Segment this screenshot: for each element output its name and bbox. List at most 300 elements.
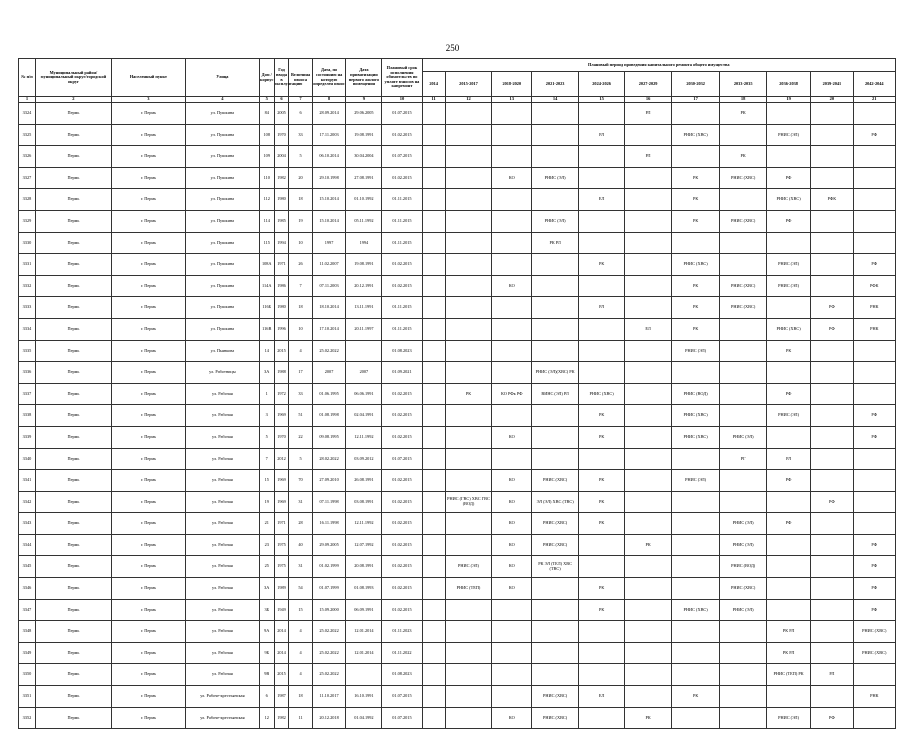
table-cell: 01.07.1999 <box>312 578 346 600</box>
table-cell: 01.11.2015 <box>382 189 422 211</box>
table-cell: РФ <box>811 297 853 319</box>
table-cell <box>625 621 671 643</box>
table-cell: 116В <box>259 318 274 340</box>
table-cell <box>492 189 532 211</box>
table-cell: Пермь <box>35 167 111 189</box>
table-cell: 2007 <box>312 362 346 384</box>
table-cell: г. Пермь <box>111 405 185 427</box>
table-cell <box>578 232 624 254</box>
table-cell: 109 <box>259 146 274 168</box>
table-cell: ул. Рабочая <box>185 642 259 664</box>
table-cell: РЛ <box>625 103 671 125</box>
table-cell <box>532 124 578 146</box>
table-cell: 20.08.1991 <box>346 556 382 578</box>
table-cell <box>671 362 720 384</box>
table-cell: г. Пермь <box>111 275 185 297</box>
table-cell: 2015 <box>274 664 289 686</box>
table-cell <box>532 254 578 276</box>
table-cell: 54 <box>289 578 312 600</box>
table-cell: РЛ <box>625 146 671 168</box>
table-row <box>19 297 896 319</box>
table-cell: 16.10.1991 <box>346 686 382 708</box>
table-cell: 3346 <box>19 578 36 600</box>
table-cell: Пермь <box>35 664 111 686</box>
table-cell: ул. Пушкина <box>185 318 259 340</box>
table-cell: РЛ <box>811 664 853 686</box>
table-cell: ул. Рабочая <box>185 448 259 470</box>
table-cell: 31 <box>289 491 312 513</box>
header-period: 2018-2020 <box>492 72 532 97</box>
table-cell: ул. Пушкина <box>185 124 259 146</box>
table-cell: 29.06.2005 <box>346 103 382 125</box>
table-cell: ул. Рабочая <box>185 513 259 535</box>
table-cell: РК <box>625 534 671 556</box>
header-col7: Величина износа <box>289 59 312 97</box>
table-cell <box>422 210 445 232</box>
table-cell <box>492 448 532 470</box>
table-cell: 19.08.1991 <box>346 124 382 146</box>
table-cell: 16.11.1998 <box>312 513 346 535</box>
table-row <box>19 470 896 492</box>
table-cell <box>853 146 895 168</box>
table-cell: 3324 <box>19 103 36 125</box>
table-cell <box>422 254 445 276</box>
table-cell: 27.08.1991 <box>346 167 382 189</box>
table-cell: г. Пермь <box>111 491 185 513</box>
table-cell <box>445 513 491 535</box>
table-cell: 9В <box>259 664 274 686</box>
table-cell: ул. Рабоче-крестьянская <box>185 707 259 729</box>
table-cell <box>445 448 491 470</box>
table-cell: г. Пермь <box>111 534 185 556</box>
table-cell: 6 <box>289 103 312 125</box>
table-cell: 01.02.2015 <box>382 254 422 276</box>
table-cell: 1982 <box>274 167 289 189</box>
table-cell: РК <box>578 405 624 427</box>
table-cell <box>445 210 491 232</box>
table-cell: РФК <box>853 275 895 297</box>
table-cell: 3338 <box>19 405 36 427</box>
table-cell <box>625 275 671 297</box>
header-period: 2042-2044 <box>853 72 895 97</box>
table-cell: 1949 <box>274 599 289 621</box>
table-cell: ул. Рабочая <box>185 621 259 643</box>
table-cell: 2007 <box>346 362 382 384</box>
table-cell <box>625 124 671 146</box>
column-number: 13 <box>492 97 532 103</box>
column-number: 11 <box>422 97 445 103</box>
table-cell: Пермь <box>35 405 111 427</box>
table-cell: 4 <box>289 642 312 664</box>
table-cell: РНИС (ХВС) <box>720 275 766 297</box>
table-cell <box>671 232 720 254</box>
table-cell: 3342 <box>19 491 36 513</box>
table-cell: 1989 <box>274 578 289 600</box>
table-cell: 07.11.1998 <box>312 491 346 513</box>
table-cell <box>811 383 853 405</box>
table-cell: ул. Пушкина <box>185 297 259 319</box>
table-row <box>19 232 896 254</box>
header-period: 2036-2038 <box>766 72 810 97</box>
table-cell <box>532 599 578 621</box>
table-cell: 3350 <box>19 664 36 686</box>
capital-repair-table <box>18 58 896 729</box>
table-cell: 13.11.1991 <box>346 297 382 319</box>
table-cell: 14 <box>259 340 274 362</box>
table-cell: 3328 <box>19 189 36 211</box>
table-cell: г. Пермь <box>111 470 185 492</box>
table-cell: РНИС (ЭЛ)(ХВС) РК <box>532 362 578 384</box>
table-cell: 01.06.1995 <box>312 383 346 405</box>
table-cell <box>720 621 766 643</box>
table-cell: 70 <box>289 470 312 492</box>
table-cell: 02.04.1991 <box>346 405 382 427</box>
column-number: 7 <box>289 97 312 103</box>
table-row <box>19 383 896 405</box>
table-cell: 03.08.1991 <box>346 491 382 513</box>
table-cell: 01.08.1998 <box>312 405 346 427</box>
table-cell: 28.02.2022 <box>312 448 346 470</box>
table-cell: 01.11.2022 <box>382 642 422 664</box>
table-cell: РНИС (ХВС) <box>720 167 766 189</box>
table-cell <box>445 146 491 168</box>
table-cell <box>811 621 853 643</box>
table-cell <box>720 189 766 211</box>
table-cell <box>766 556 810 578</box>
table-cell: Пермь <box>35 297 111 319</box>
table-cell: 12.01.2014 <box>346 621 382 643</box>
table-cell <box>422 599 445 621</box>
table-cell <box>671 621 720 643</box>
table-cell <box>578 167 624 189</box>
table-cell <box>811 426 853 448</box>
table-cell <box>811 448 853 470</box>
table-cell: РК <box>625 707 671 729</box>
table-cell <box>492 254 532 276</box>
table-cell: г. Пермь <box>111 210 185 232</box>
table-cell <box>625 448 671 470</box>
table-row <box>19 405 896 427</box>
table-cell <box>422 534 445 556</box>
table-cell <box>811 578 853 600</box>
table-cell: 3340 <box>19 448 36 470</box>
table-cell: 4 <box>289 664 312 686</box>
table-cell: 2012 <box>274 448 289 470</box>
table-row <box>19 513 896 535</box>
header-col3: Населенный пункт <box>111 59 185 97</box>
table-cell: г. Пермь <box>111 103 185 125</box>
table-cell: 15.10.2014 <box>312 210 346 232</box>
header-col10: Плановый срок исполнения обязательств по уплате взносов на капремонт <box>382 59 422 97</box>
table-cell: РФ <box>811 707 853 729</box>
table-cell <box>422 578 445 600</box>
table-cell <box>811 513 853 535</box>
table-cell: РНИС (ЭЛ) <box>532 210 578 232</box>
table-cell: 5 <box>289 448 312 470</box>
table-cell <box>445 167 491 189</box>
table-cell: 15.10.2014 <box>312 189 346 211</box>
table-cell <box>422 405 445 427</box>
header-col6: Год ввода в эксплуатацию <box>274 59 289 97</box>
table-cell <box>811 556 853 578</box>
table-cell: г. Пермь <box>111 362 185 384</box>
table-cell <box>853 448 895 470</box>
table-cell: 3332 <box>19 275 36 297</box>
table-row <box>19 664 896 686</box>
table-cell: РФ <box>766 513 810 535</box>
table-cell: 3330 <box>19 232 36 254</box>
table-cell <box>766 103 810 125</box>
table-cell: 3334 <box>19 318 36 340</box>
table-cell: Пермь <box>35 534 111 556</box>
table-cell: РК <box>671 686 720 708</box>
table-cell <box>720 405 766 427</box>
table-row <box>19 621 896 643</box>
table-cell: РНИС (ХВС) <box>766 189 810 211</box>
table-cell: 1969 <box>274 491 289 513</box>
table-cell: РНИС (ЭЛ) <box>445 556 491 578</box>
table-cell <box>720 470 766 492</box>
table-cell <box>532 448 578 470</box>
table-cell: 1994 <box>274 232 289 254</box>
table-cell: г. Пермь <box>111 578 185 600</box>
header-col1: № п/п <box>19 59 36 97</box>
table-cell: 01.11.2015 <box>382 232 422 254</box>
column-number: 17 <box>671 97 720 103</box>
table-cell <box>625 405 671 427</box>
column-number: 14 <box>532 97 578 103</box>
table-cell: 2015 <box>274 340 289 362</box>
table-row <box>19 707 896 729</box>
table-cell <box>492 124 532 146</box>
table-cell: 3352 <box>19 707 36 729</box>
table-cell: г. Пермь <box>111 124 185 146</box>
table-cell: ул. Рабочая <box>185 491 259 513</box>
table-cell: ул. Рабочая <box>185 556 259 578</box>
table-cell: Пермь <box>35 556 111 578</box>
table-cell: Пермь <box>35 318 111 340</box>
table-cell <box>766 362 810 384</box>
table-cell: КО <box>492 534 532 556</box>
header-col8: Дата, по состоянию на которую определен износ <box>312 59 346 97</box>
table-cell: г. Пермь <box>111 686 185 708</box>
table-cell <box>578 664 624 686</box>
table-cell: 1980 <box>274 189 289 211</box>
table-cell <box>811 275 853 297</box>
table-cell: 5 <box>259 426 274 448</box>
table-cell: ул. Рабочая <box>185 599 259 621</box>
table-cell <box>422 686 445 708</box>
table-cell <box>766 426 810 448</box>
table-row <box>19 124 896 146</box>
table-cell: 17.11.2003 <box>312 124 346 146</box>
table-cell: 01.02.1999 <box>312 556 346 578</box>
table-cell: 33 <box>289 124 312 146</box>
header-row <box>19 59 896 72</box>
table-cell <box>853 189 895 211</box>
table-cell <box>578 146 624 168</box>
table-cell <box>445 405 491 427</box>
table-cell: 7 <box>259 448 274 470</box>
table-cell: РНК <box>853 318 895 340</box>
table-cell: 4 <box>289 340 312 362</box>
table-cell: 114А <box>259 275 274 297</box>
table-cell: г. Пермь <box>111 146 185 168</box>
table-cell <box>422 707 445 729</box>
table-cell: ул. Пушкина <box>185 146 259 168</box>
table-cell <box>492 210 532 232</box>
table-cell: 17 <box>289 362 312 384</box>
table-cell <box>422 167 445 189</box>
table-cell <box>625 578 671 600</box>
table-cell: 115 <box>259 232 274 254</box>
table-cell: 33 <box>289 383 312 405</box>
table-cell <box>532 578 578 600</box>
column-number: 12 <box>445 97 491 103</box>
table-cell: 3325 <box>19 124 36 146</box>
table-cell <box>492 318 532 340</box>
table-cell: 3351 <box>19 686 36 708</box>
table-cell: ул. Рабочая <box>185 426 259 448</box>
table-row <box>19 189 896 211</box>
table-cell: ЕЛ <box>578 686 624 708</box>
table-cell <box>532 621 578 643</box>
table-cell: 01.02.2015 <box>382 383 422 405</box>
table-cell <box>766 578 810 600</box>
column-number: 20 <box>811 97 853 103</box>
table-cell <box>532 189 578 211</box>
table-cell: 23 <box>259 534 274 556</box>
table-cell <box>422 621 445 643</box>
table-cell: ул. Работницы <box>185 362 259 384</box>
table-cell <box>532 275 578 297</box>
table-cell: Пермь <box>35 275 111 297</box>
table-cell: г. Пермь <box>111 707 185 729</box>
table-cell: 11 <box>289 707 312 729</box>
table-cell: г. Пермь <box>111 642 185 664</box>
table-cell <box>492 664 532 686</box>
table-cell <box>720 340 766 362</box>
table-cell: ул. Рабочая <box>185 383 259 405</box>
table-cell <box>766 232 810 254</box>
table-cell: КО РФк РФ <box>492 383 532 405</box>
table-cell: 5 <box>289 146 312 168</box>
table-row <box>19 642 896 664</box>
table-cell <box>671 146 720 168</box>
table-cell: 2014 <box>274 642 289 664</box>
table-cell <box>445 362 491 384</box>
table-cell: РНИС (ЭЛ) <box>532 167 578 189</box>
table-cell: г. Пермь <box>111 448 185 470</box>
table-cell <box>422 318 445 340</box>
table-cell <box>422 275 445 297</box>
table-cell: 3331 <box>19 254 36 276</box>
table-cell: 114 <box>259 210 274 232</box>
table-cell <box>422 448 445 470</box>
table-cell: РК <box>720 103 766 125</box>
table-cell: 3Б <box>259 599 274 621</box>
table-cell: 25.02.2022 <box>312 642 346 664</box>
header-planned-title: Плановый период проведения капитального ремонта общего имущества <box>422 59 895 72</box>
table-cell: РНИС (ЭЛ) <box>766 405 810 427</box>
table-cell: 31 <box>289 556 312 578</box>
table-cell <box>578 621 624 643</box>
table-cell: 108А <box>259 254 274 276</box>
table-cell: 4 <box>289 621 312 643</box>
table-cell: Пермь <box>35 362 111 384</box>
table-cell <box>811 362 853 384</box>
table-cell: РК РЛ <box>766 642 810 664</box>
table-cell <box>532 318 578 340</box>
table-cell: 01.11.2015 <box>382 210 422 232</box>
table-cell: ул. Пушкина <box>185 189 259 211</box>
table-cell: 01.02.2015 <box>382 491 422 513</box>
table-cell: РЛ <box>578 297 624 319</box>
table-cell: РНИС (ХВС) <box>671 599 720 621</box>
table-cell: 01.11.2015 <box>382 297 422 319</box>
table-cell <box>532 297 578 319</box>
table-cell <box>532 103 578 125</box>
table-cell <box>671 664 720 686</box>
table-cell: РНИС (ХВС) <box>578 383 624 405</box>
table-cell: РК <box>578 599 624 621</box>
table-cell: РК <box>671 189 720 211</box>
table-cell: Пермь <box>35 383 111 405</box>
column-number: 4 <box>185 97 259 103</box>
table-cell: 26.08.1991 <box>346 470 382 492</box>
table-cell <box>625 232 671 254</box>
table-cell: 3336 <box>19 362 36 384</box>
header-period: 2039-2041 <box>811 72 853 97</box>
table-cell: ул. Рабоче-крестьянская <box>185 686 259 708</box>
table-row <box>19 578 896 600</box>
table-cell: 1987 <box>274 686 289 708</box>
table-cell: г. Пермь <box>111 297 185 319</box>
table-cell <box>625 556 671 578</box>
table-cell <box>720 707 766 729</box>
table-cell: РФ <box>766 383 810 405</box>
table-cell: КО <box>492 470 532 492</box>
column-number: 5 <box>259 97 274 103</box>
table-cell: 1994 <box>346 232 382 254</box>
table-cell: 06.10.2014 <box>312 146 346 168</box>
table-cell: 1996 <box>274 318 289 340</box>
table-cell <box>811 167 853 189</box>
table-cell: РНК <box>853 686 895 708</box>
table-cell <box>445 642 491 664</box>
table-cell: 01.02.2015 <box>382 275 422 297</box>
table-cell <box>625 642 671 664</box>
table-cell: 108 <box>259 124 274 146</box>
table-cell: 3 <box>259 405 274 427</box>
table-cell <box>578 534 624 556</box>
table-cell <box>853 383 895 405</box>
table-cell <box>811 599 853 621</box>
table-cell: 1969 <box>274 405 289 427</box>
table-cell <box>578 707 624 729</box>
table-cell: 40 <box>289 534 312 556</box>
table-cell: 06.06.1991 <box>346 383 382 405</box>
table-cell: 21 <box>259 513 274 535</box>
table-cell <box>578 340 624 362</box>
table-cell: 1975 <box>274 556 289 578</box>
table-cell: 3339 <box>19 426 36 448</box>
table-cell: г. Пермь <box>111 621 185 643</box>
table-cell <box>492 232 532 254</box>
table-cell: 19.08.1991 <box>346 254 382 276</box>
table-cell <box>811 642 853 664</box>
table-cell: 3343 <box>19 513 36 535</box>
